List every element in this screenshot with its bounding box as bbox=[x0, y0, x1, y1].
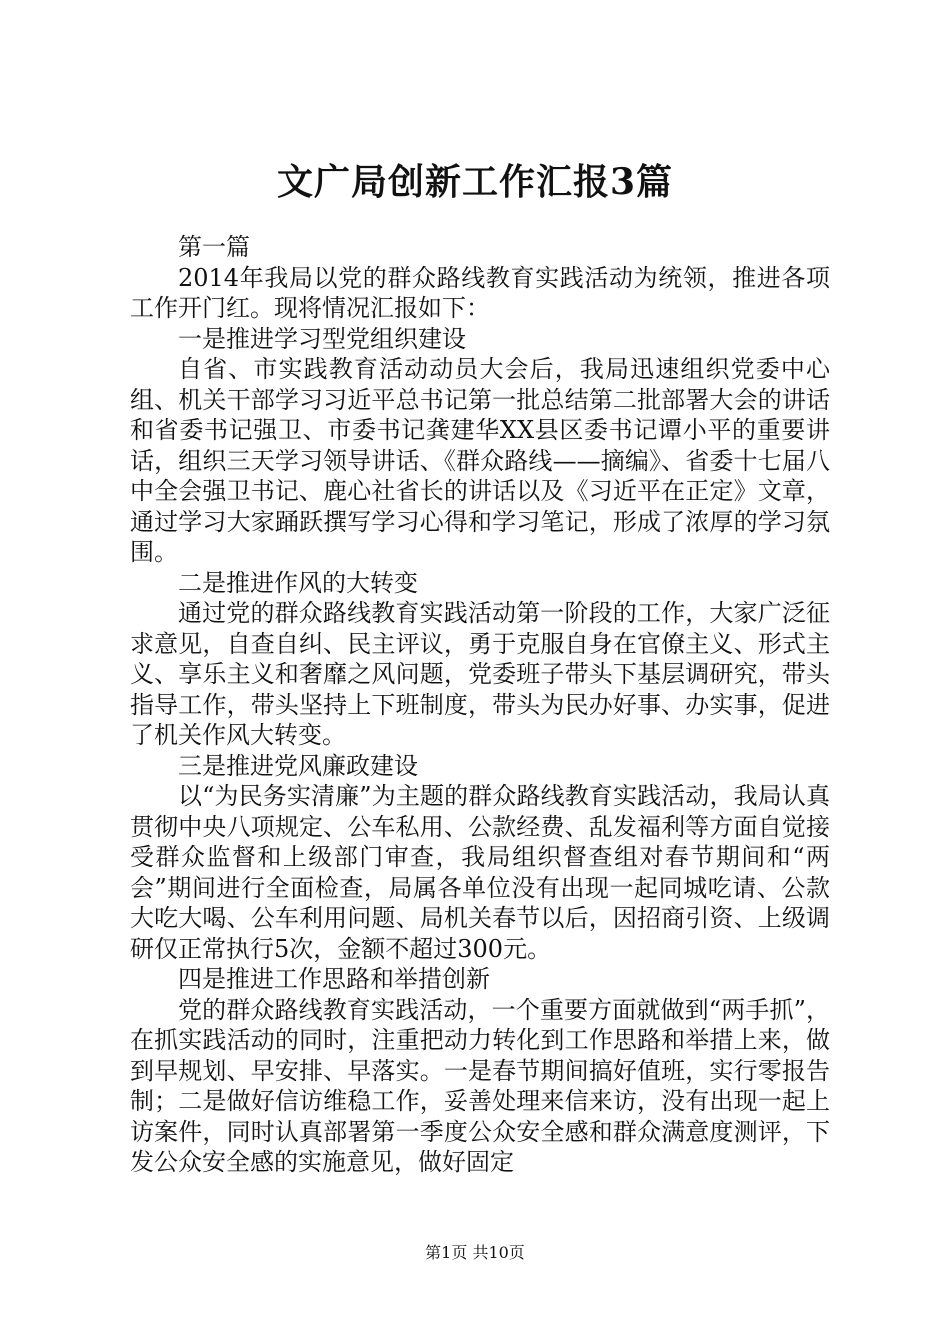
document-title: 文广局创新工作汇报3篇 bbox=[276, 161, 674, 203]
section-heading: 一是推进学习型党组织建设 bbox=[178, 324, 466, 353]
body-paragraph: 党的群众路线教育实践活动，一个重要方面就做到“两手抓”，在抓实践活动的同时，注重把动力转化到工作思路和举措上来，做到早规划、早安排、早落实。一是春节期间搞好值班，实行零报告制；二是做好信访维稳工作，妥善处理来信来访，没有出现一起上访案件，同时认真部署第一季度公众安全感和群众满意度测评，下发公众安全感的实施意见，做好固定 bbox=[130, 995, 830, 1176]
body-paragraph: 以“为民务实清廉”为主题的群众路线教育实践活动，我局认真贯彻中央八项规定、公车私用、公款经费、乱发福利等方面自觉接受群众监督和上级部门审查，我局组织督查组对春节期间和“两会”期间进行全面检查，局属各单位没有出现一起同城吃请、公款大吃大喝、公车利用问题、局机关春节以后，因招商引资、上级调研仅正常执行5次，金额不超过300元。 bbox=[130, 782, 830, 963]
document-body bbox=[130, 232, 830, 1178]
section-label: 第一篇 bbox=[178, 233, 250, 261]
section-heading: 二是推进作风的大转变 bbox=[178, 568, 418, 597]
section-heading: 三是推进党风廉政建设 bbox=[178, 751, 418, 780]
page-footer: 第1页 共10页 bbox=[425, 1243, 525, 1262]
body-paragraph: 通过党的群众路线教育实践活动第一阶段的工作，大家广泛征求意见，自查自纠、民主评议，勇于克服自身在官僚主义、形式主义、享乐主义和奢靡之风问题，党委班子带头下基层调研究，带头指导工作，带头坚持上下班制度，带头为民办好事、办实事，促进了机关作风大转变。 bbox=[130, 599, 830, 749]
body-paragraph: 自省、市实践教育活动动员大会后，我局迅速组织党委中心组、机关干部学习习近平总书记第一批总结第二批部署大会的讲话和省委书记强卫、市委书记龚建华XX县区委书记谭小平的重要讲话，组织三天学习领导讲话、《群众路线——摘编》、省委十七届八中全会强卫书记、鹿心社省长的讲话以及《习近平在正定》文章，通过学习大家踊跃撰写学习心得和学习笔记，形成了浓厚的学习氛围。 bbox=[130, 355, 830, 566]
section-heading: 四是推进工作思路和举措创新 bbox=[178, 965, 490, 993]
body-paragraph: 2014年我局以党的群众路线教育实践活动为统领，推进各项工作开门红。现将情况汇报如下： bbox=[130, 263, 830, 322]
